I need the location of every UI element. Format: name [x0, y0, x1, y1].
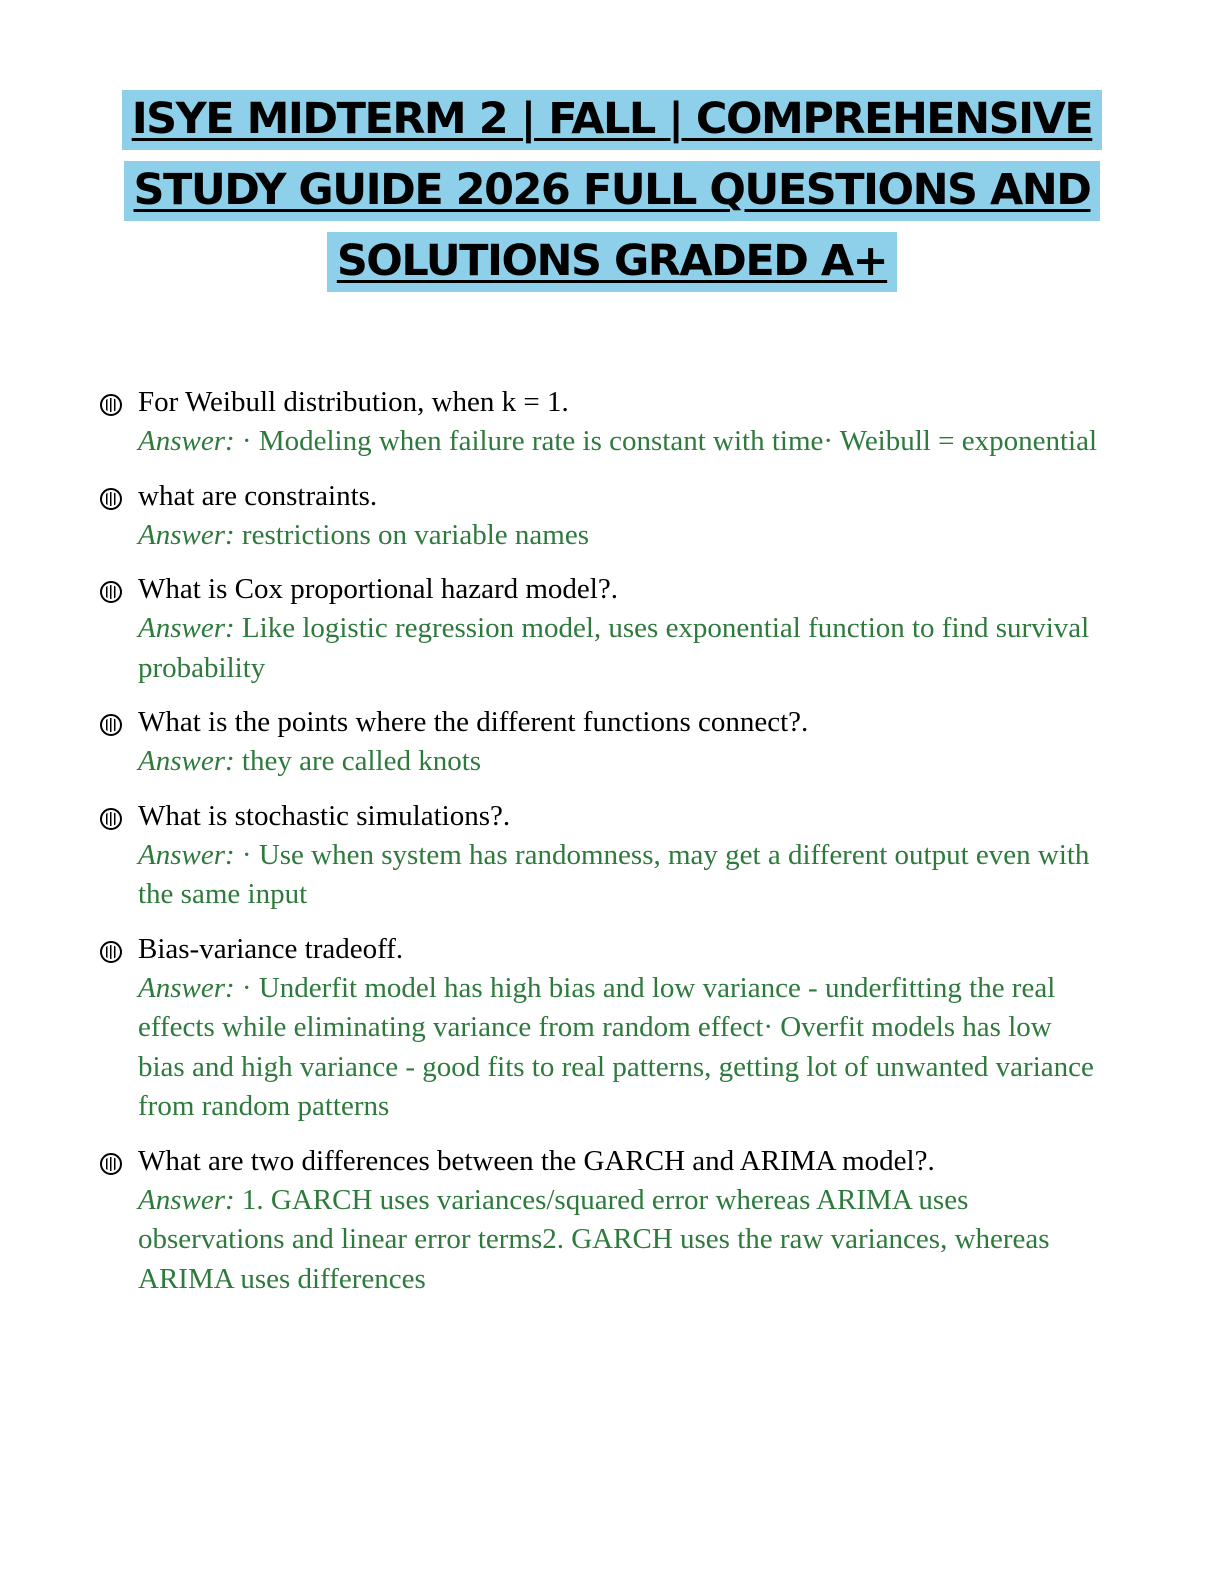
- answer-block: [138, 1181, 1098, 1300]
- circled-vertical-bars-icon: [100, 714, 122, 736]
- answer-label: Answer:: [138, 838, 235, 871]
- answer-text: Like logistic regression model, uses exponential function to find survival probability: [138, 612, 1090, 684]
- answer-text: restrictions on variable names: [241, 518, 590, 551]
- answer-block: [138, 969, 1098, 1127]
- answer-block: [138, 516, 1098, 556]
- answer-text: 1. GARCH uses variances/squared error whereas ARIMA uses observations and linear error terms2. GARCH uses the raw variances, whereas ARIMA uses differences: [138, 1183, 1050, 1295]
- qa-item-4: [98, 702, 1098, 782]
- question-text: What is stochastic simulations?.: [138, 799, 511, 832]
- question-text: For Weibull distribution, when k = 1.: [138, 386, 569, 418]
- answer-label: Answer:: [138, 425, 235, 457]
- circled-vertical-bars-icon: [100, 941, 122, 963]
- answer-text: · Use when system has randomness, may get a different output even with the same input: [138, 838, 1090, 910]
- qa-item-7: [98, 1141, 1098, 1300]
- answer-label: Answer:: [138, 518, 235, 551]
- qa-item-1: [98, 382, 1098, 462]
- title-line-2-text: STUDY GUIDE 2026 FULL QUESTIONS AND: [124, 161, 1101, 221]
- answer-block: [138, 609, 1098, 688]
- qa-item-5: [98, 796, 1098, 915]
- title-line-3: [0, 226, 1224, 297]
- question-text: What are two differences between the GARCH and ARIMA model?.: [138, 1144, 935, 1177]
- circled-vertical-bars-icon: [100, 1153, 122, 1175]
- answer-block: [138, 422, 1098, 462]
- circled-vertical-bars-icon: [100, 808, 122, 830]
- circled-vertical-bars-icon: [100, 488, 122, 510]
- answer-label: Answer:: [138, 971, 235, 1004]
- qa-item-2: [98, 476, 1098, 556]
- question-text: Bias-variance tradeoff.: [138, 932, 404, 965]
- document-title: [0, 84, 1224, 297]
- answer-block: [138, 836, 1098, 915]
- question-answer-list: [98, 382, 1098, 1313]
- answer-label: Answer:: [138, 745, 235, 777]
- answer-label: Answer:: [138, 612, 235, 644]
- answer-text: · Underfit model has high bias and low variance - underfitting the real effects while eliminating variance from random effect· Overfit models has low bias and high variance - good fits to real patterns, getting lot of unwanted variance from random patterns: [138, 971, 1094, 1122]
- qa-item-3: [98, 569, 1098, 688]
- answer-text: they are called knots: [241, 745, 482, 777]
- qa-item-6: [98, 929, 1098, 1127]
- question-text: what are constraints.: [138, 479, 378, 512]
- circled-vertical-bars-icon: [100, 394, 122, 416]
- title-line-1: [0, 84, 1224, 155]
- answer-label: Answer:: [138, 1183, 235, 1216]
- answer-text: · Modeling when failure rate is constant with time· Weibull = exponential: [241, 425, 1097, 457]
- question-text: What is Cox proportional hazard model?.: [138, 573, 618, 605]
- title-line-2: [0, 155, 1224, 226]
- title-line-3-text: SOLUTIONS GRADED A+: [327, 232, 897, 292]
- question-text: What is the points where the different functions connect?.: [138, 706, 809, 738]
- title-line-1-text: ISYE MIDTERM 2 | FALL | COMPREHENSIVE: [122, 90, 1103, 150]
- answer-block: [138, 742, 1098, 782]
- circled-vertical-bars-icon: [100, 581, 122, 603]
